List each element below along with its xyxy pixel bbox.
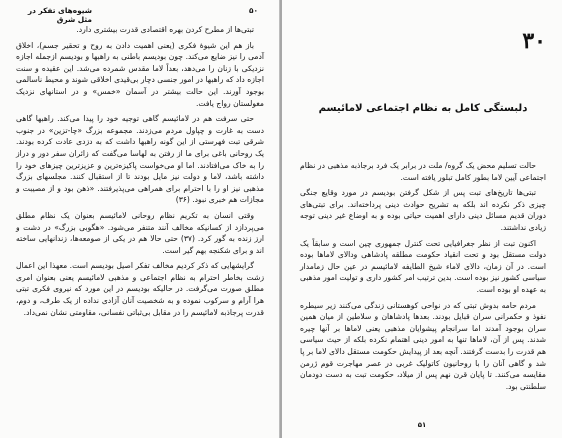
- paragraph: مردم حامه بدوش تبتی که در نواحی کوهستانی زندگی می‌کنند زیر سیطره نفوذ و حکمرانی سران قبایل بودند. بعدها پادشاهان و سلاطین از میان همین سران بوجود آمدند اما سرانجام پیشوایان مذهبی یعنی لاماها بر آنها چیره شدند. پس از آن، لاماها تنها به امور دینی اهتمام نکرده بلکه از حیث سیاسی هم قدرت را بدست گرفتند. آنچه بعد از پیدایش حکومت مستقل دالای لاما بر پا شد و گاهی آنان را با روحانیون کاتولیک غربی در عصر مهاجرت قوم ژرمن مقایسه می‌کنند. تا پایان قرن نهم پس از میلاد، حکومت تبت به دست دودمان سلطنتی بود.: [300, 300, 546, 391]
- running-title: شیوه‌های تفکر در مثل شرق: [27, 6, 92, 24]
- chapter-title: دلبستگی کامل به نظام اجتماعی لامائیسم: [318, 103, 528, 114]
- left-page: [0, 0, 280, 438]
- right-page: [282, 0, 562, 438]
- paragraph: وقتی انسان به تکریم نظام روحانی لامائیسم بعنوان یک نظام مطلق می‌پردازد از کسانیکه مخالف آنند متنفر می‌شود. «هگوبی بزرگ» در دشت و ارز زنده به گور کرد. (۳۷) حتی حالا هم در یکی از صومعه‌ها، زندانهایی ساخته اند و برای شکنجه بهم گیر است.: [16, 210, 264, 255]
- paragraph: گرایشهایی که ذکر کردیم مخالف تفکر اصیل بودیسم است. معهذا این اعمال زشت بخاطر احترام به نظام اجتماعی و مذهبی لامائیسم یعنی بعنوان امری مطلق صورت می‌گرفت. در حالیکه بودیسم در این مورد که نیروی فکری تبتی هرا آرام و سرکوب نموده و به شخصیت آنان آزادی نداده از یک طرف، و دوم، قدرت پرجاذبه لامائیسم را در مقابل بی‌ثباتی نفسانی، مقاومتی نشان نمی‌داد.: [16, 261, 264, 317]
- paragraph: حتی سرفت هم در لامائیسم گاهی توجیه خود را پیدا می‌کند. راهبها گاهی دست به غارت و چپاول مردم می‌زدند. مجموعه بزرگ «چا-تزین» در جنوب شرقی تبت فهرستی از این گونه راهبها داشت که به دزدی عادت کرده بودند. یک روحانی باغی برای ما از رفتن به لهاسا می‌گفت که زائران سفر دور و دراز را به خاک می‌افتادند. اما او می‌خواست پاکیزه‌ترین و عزیزترین چیزهای خود را داشته باشد، لاما و دولت نیز مایل بودند تا از استقبال کنند. مجلسهای بزرگ مذهبی نیز او را با احترام برای همراهی می‌پذیرفتند. «ذهن بود و از مصیبت و مجازات هم خبری نبود. (۳۶): [16, 114, 264, 205]
- paragraph: تبتی‌ها تاریخ‌های تبت پس از شکل گرفتن بودیسم در مورد وقایع جنگی چیزی ذکر نکرده اند بلکه به تشریح حوادث دینی پرداخته‌اند. برای تبتی‌های دوران قدیم مسائل دینی دارای اهمیت حیاتی بوده و به اوضاع غیر دینی توجه زیادی نداشتند.: [300, 188, 546, 232]
- running-head: [14, 6, 262, 24]
- page-number: ۵۰: [248, 6, 258, 15]
- chapter-number: ۳۰: [522, 28, 546, 54]
- paragraph: اکنون تبت از نظر جغرافیایی تحت کنترل جمهوری چین است و سابقاً یک دولت مستقل بود و تحت انقیاد حکومت مطلقه پادشاهی ودالای لاماها بوده است. در آن زمان، دالای لاماء شیخ الطایفه لامائیسم در عین حال زمامدار سیاسی کشور نیز بوده است. بدین ترتیب امر کشور داری و تولیت امور مذهبی به عهده او بوده است.: [300, 238, 546, 294]
- paragraph: حالت تسلیم محض یک گروه/ ملت در برابر یک فرد برجاذبه مذهبی در نظام اجتماعی آیین لاما بطور کامل تبلور یافته است.: [300, 161, 546, 182]
- paragraph: باز هم این شیوهٔ فکری (یعنی اهمیت دادن به روح و تحقیر جسم)، اخلاق آدمی را نیز ضایع می‌کند. چون بودیسم باطنی به راهبها و بودیسم ازجمله اجازه نزدیکی با زنان را می‌دهد، بعداً لاما مقدس شمرده می‌شد. این عقیده و سنت اجازه داد که راهبها در امور جنسی دچار بی‌قیدی اخلاقی شوند و محیط ناسالمی بوجود آورند. این حالت بیشتر در آسمان «خمس» و در استانهای نزدیک مغولستان رواج یافت.: [16, 40, 264, 108]
- footer-page-number: ۵۱: [417, 421, 427, 429]
- paragraph: تبتی‌ها از مطرح کردن بهره اقتصادی قدرت بیشتری دارد.: [76, 25, 254, 34]
- right-body-text: [300, 160, 546, 392]
- left-body-text: [16, 24, 264, 318]
